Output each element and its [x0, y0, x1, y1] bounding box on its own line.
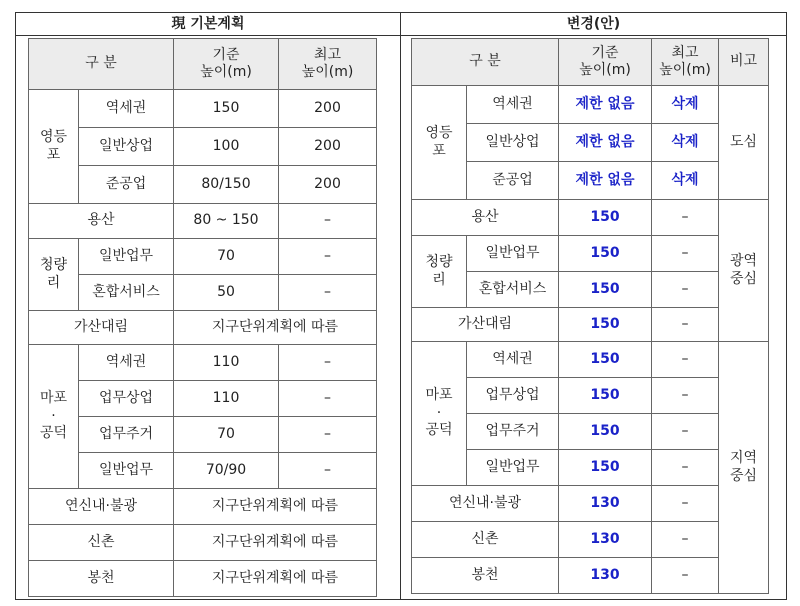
proposed-plan-table [411, 38, 769, 594]
max-height: – [279, 239, 377, 275]
sub-label: 업무주거 [467, 414, 559, 450]
table-row [412, 342, 769, 378]
header-line: 기준 [591, 44, 619, 61]
table-row [29, 239, 377, 275]
max-height-header [279, 39, 377, 90]
row-label: 신촌 [29, 525, 174, 561]
header-line: 높이(m) [579, 62, 631, 78]
header-line: 기준 [212, 46, 240, 63]
sub-label: 일반업무 [467, 450, 559, 486]
base-height: 130 [559, 486, 652, 522]
table-row [29, 204, 377, 239]
base-height: 150 [559, 236, 652, 272]
base-height: 50 [174, 275, 279, 311]
group-cheongnyangni: 청량 리 [412, 236, 467, 308]
header-line: 최고 [313, 46, 342, 63]
base-height: 130 [559, 558, 652, 594]
sub-label: 준공업 [79, 166, 174, 204]
proposed-plan-title: 변경(안) [566, 16, 621, 32]
max-height: – [652, 272, 719, 308]
header-line: 높이(m) [659, 62, 711, 78]
plan-note: 지구단위계획에 따름 [174, 311, 377, 345]
row-label: 봉천 [29, 561, 174, 597]
table-row [29, 381, 377, 417]
sub-label: 일반업무 [467, 236, 559, 272]
row-label: 용산 [412, 200, 559, 236]
max-height: – [279, 453, 377, 489]
max-height: – [652, 450, 719, 486]
max-height: – [652, 378, 719, 414]
header-line: 높이(m) [301, 64, 354, 80]
max-height: 삭제 [652, 162, 719, 200]
header-line: 높이(m) [200, 64, 252, 80]
category-header: 구 분 [412, 39, 559, 86]
header-line: 최고 [671, 44, 699, 61]
sub-label: 일반업무 [79, 239, 174, 275]
remark-downtown: 도심 [719, 86, 769, 200]
remark-regional-center: 지역 중심 [719, 342, 769, 594]
group-mapo: 마포 · 공덕 [412, 342, 467, 486]
row-label: 연신내·불광 [412, 486, 559, 522]
group-mapo: 마포 · 공덕 [29, 345, 79, 489]
table-row [29, 275, 377, 311]
table-row [29, 166, 377, 204]
table-row [29, 90, 377, 128]
max-height: – [652, 522, 719, 558]
base-height: 150 [559, 414, 652, 450]
base-height: 150 [559, 342, 652, 378]
max-height-header [652, 39, 719, 86]
group-yeongdeungpo: 영등 포 [412, 86, 467, 200]
base-height: 110 [174, 345, 279, 381]
table-header-row [29, 39, 377, 90]
max-height: – [652, 308, 719, 342]
row-label: 가산대림 [412, 308, 559, 342]
group-cheongnyangni: 청량 리 [29, 239, 79, 311]
base-height: 70/90 [174, 453, 279, 489]
table-row [412, 200, 769, 236]
table-row [412, 236, 769, 272]
table-row [29, 128, 377, 166]
max-height: 200 [279, 166, 377, 204]
base-height: 130 [559, 522, 652, 558]
sub-label: 역세권 [79, 345, 174, 381]
max-height: – [652, 558, 719, 594]
table-row [412, 308, 769, 342]
plan-note: 지구단위계획에 따름 [174, 561, 377, 597]
max-height: 200 [279, 128, 377, 166]
base-height: 제한 없음 [559, 162, 652, 200]
base-height-header [174, 39, 279, 90]
group-yeongdeungpo: 영등 포 [29, 90, 79, 204]
base-height: 150 [559, 450, 652, 486]
sub-label: 업무상업 [79, 381, 174, 417]
sub-label: 업무주거 [79, 417, 174, 453]
base-height: 100 [174, 128, 279, 166]
sub-label: 역세권 [467, 342, 559, 378]
table-row [29, 489, 377, 525]
table-row [29, 417, 377, 453]
table-row [412, 486, 769, 522]
outer-header [16, 13, 786, 36]
sub-label: 역세권 [467, 86, 559, 124]
max-height: – [279, 275, 377, 311]
max-height: – [652, 414, 719, 450]
base-height: 70 [174, 239, 279, 275]
outer-divider [400, 35, 401, 599]
sub-label: 혼합서비스 [467, 272, 559, 308]
sub-label: 일반상업 [79, 128, 174, 166]
row-label: 가산대림 [29, 311, 174, 345]
sub-label: 업무상업 [467, 378, 559, 414]
sub-label: 일반상업 [467, 124, 559, 162]
base-height-header [559, 39, 652, 86]
base-height: 70 [174, 417, 279, 453]
base-height: 제한 없음 [559, 86, 652, 124]
row-label: 신촌 [412, 522, 559, 558]
max-height: 삭제 [652, 124, 719, 162]
base-height: 80/150 [174, 166, 279, 204]
base-height: 150 [559, 378, 652, 414]
table-row [412, 86, 769, 124]
max-height: – [279, 345, 377, 381]
base-height: 80 ~ 150 [174, 204, 279, 239]
max-height: – [279, 381, 377, 417]
base-height: 150 [559, 272, 652, 308]
max-height: – [652, 486, 719, 522]
max-height: – [652, 236, 719, 272]
row-label: 연신내·불광 [29, 489, 174, 525]
current-plan-title: 現 기본계획 [16, 13, 401, 35]
sub-label: 역세권 [79, 90, 174, 128]
table-header-row [412, 39, 769, 86]
max-height: 삭제 [652, 86, 719, 124]
plan-note: 지구단위계획에 따름 [174, 525, 377, 561]
row-label: 용산 [29, 204, 174, 239]
row-label: 봉천 [412, 558, 559, 594]
plan-note: 지구단위계획에 따름 [174, 489, 377, 525]
table-row [29, 453, 377, 489]
sub-label: 일반업무 [79, 453, 174, 489]
max-height: – [279, 204, 377, 239]
remark-metro-center: 광역 중심 [719, 200, 769, 342]
base-height: 150 [559, 200, 652, 236]
max-height: 200 [279, 90, 377, 128]
table-row [29, 311, 377, 345]
base-height: 150 [174, 90, 279, 128]
base-height: 제한 없음 [559, 124, 652, 162]
max-height: – [279, 417, 377, 453]
sub-label: 준공업 [467, 162, 559, 200]
sub-label: 혼합서비스 [79, 275, 174, 311]
base-height: 110 [174, 381, 279, 417]
table-row [412, 522, 769, 558]
table-row [29, 561, 377, 597]
category-header: 구 분 [29, 39, 174, 90]
table-row [29, 345, 377, 381]
remarks-header: 비고 [719, 39, 769, 86]
max-height: – [652, 342, 719, 378]
max-height: – [652, 200, 719, 236]
table-row [412, 558, 769, 594]
current-plan-table [28, 38, 377, 597]
table-row [29, 525, 377, 561]
base-height: 150 [559, 308, 652, 342]
